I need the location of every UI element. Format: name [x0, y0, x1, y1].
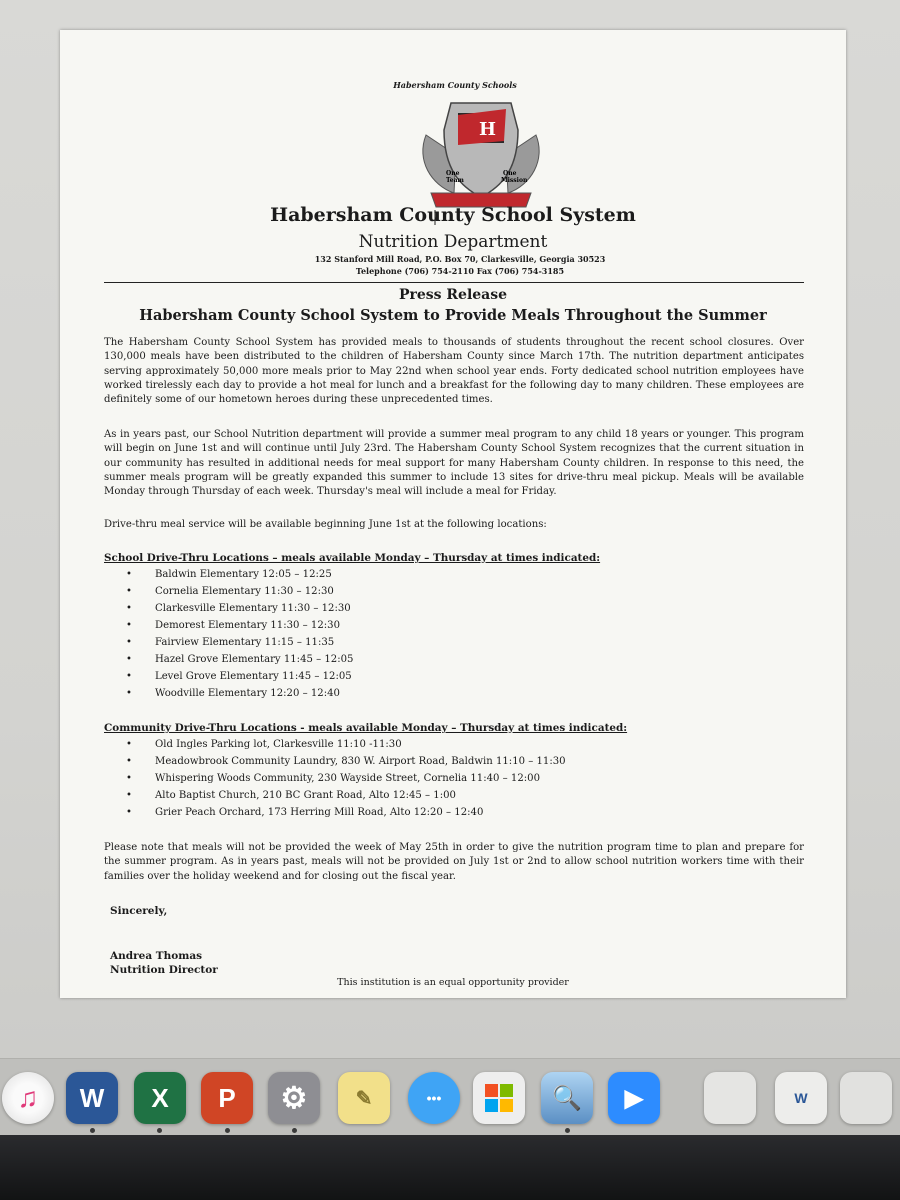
svg-text:One: One: [503, 170, 517, 177]
press-release-headline: Habersham County School System to Provide Meals Throughout the Summer: [139, 307, 767, 324]
signature-title: Nutrition Director: [110, 964, 218, 976]
crest-letter: H: [479, 119, 497, 140]
logo-caption: Habersham County Schools: [393, 80, 517, 90]
stickies-app-icon[interactable]: ✎: [338, 1072, 390, 1124]
list-item: • Alto Baptist Church, 210 BC Grant Road, Alto 12:45 – 1:00: [126, 787, 566, 804]
ppt-letter: P: [218, 1082, 236, 1113]
address-line: 132 Stanford Mill Road, P.O. Box 70, Clarkesville, Georgia 30523: [314, 254, 606, 264]
list-item: • Clarkesville Elementary 11:30 – 12:30: [126, 600, 353, 617]
list-item: • Cornelia Elementary 11:30 – 12:30: [126, 583, 353, 600]
excel-letter: X: [151, 1082, 169, 1113]
running-indicator: [565, 1128, 570, 1133]
running-indicator: [292, 1128, 297, 1133]
document-page: [60, 30, 846, 998]
list-item: • Demorest Elementary 11:30 – 12:30: [126, 617, 353, 634]
closing-salutation: Sincerely,: [110, 905, 168, 917]
list-item: • Fairview Elementary 11:15 – 11:35: [126, 634, 353, 651]
list-item: • Whispering Woods Community, 230 Wayside Street, Cornelia 11:40 – 12:00: [126, 770, 566, 787]
org-title: Habersham County School System: [270, 204, 636, 226]
footer-statement: This institution is an equal opportunity provider: [337, 977, 569, 988]
system-preferences-icon[interactable]: ⚙: [268, 1072, 320, 1124]
list-item: • Baldwin Elementary 12:05 – 12:25: [126, 566, 353, 583]
paragraph-summer-program: As in years past, our School Nutrition department will provide a summer meal program to any child 18 years or younger. This program will begin on June 1st and will continue until July 23rd. The Habersham County School System recognizes that the current situation in our community has resulted in additional needs for meal support for many Habersham County children. In response to this need, the summer meals program will be greatly expanded this summer to include 13 sites for drive-thru meal pickup. Meals will be available Monday through Thursday of each week. Thursday's meal will include a meal for Friday.: [104, 429, 804, 498]
word-app-icon[interactable]: [66, 1072, 118, 1124]
list-item: • Woodville Elementary 12:20 – 12:40: [126, 685, 353, 702]
press-release-label: Press Release: [398, 287, 508, 303]
minimized-window-thumbnail-2[interactable]: [840, 1072, 892, 1124]
powerpoint-app-icon[interactable]: [201, 1072, 253, 1124]
windows-logo-icon: [484, 1083, 514, 1113]
list-item: • Old Ingles Parking lot, Clarkesville 11:10 -11:30: [126, 736, 566, 753]
messages-app-icon[interactable]: [408, 1072, 460, 1124]
svg-text:Mission: Mission: [501, 177, 528, 184]
running-indicator: [225, 1128, 230, 1133]
school-locations-list: [126, 566, 353, 702]
paragraph-closing-notes: Please note that meals will not be provided the week of May 25th in order to give the nutrition program time to plan and prepare for the summer program. As in years past, meals will not be provided on July 1st or 2nd to allow school nutrition workers time with their families over the holiday weekend and for closing out the fiscal year.: [104, 842, 804, 882]
signature-name: Andrea Thomas: [110, 950, 203, 962]
running-indicator: [157, 1128, 162, 1133]
messages-glyph: •••: [426, 1090, 442, 1106]
monitor-bezel: [0, 1135, 900, 1200]
paragraph-locations-intro: Drive-thru meal service will be available beginning June 1st at the following locations:: [104, 519, 547, 530]
music-app-icon[interactable]: ♫: [2, 1072, 54, 1124]
minimized-window-thumbnail[interactable]: [704, 1072, 756, 1124]
phone-line: Telephone (706) 754-2110 Fax (706) 754-3185: [355, 266, 565, 276]
microsoft-store-icon[interactable]: [473, 1072, 525, 1124]
preview-app-icon[interactable]: 🔍: [541, 1072, 593, 1124]
running-indicator: [90, 1128, 95, 1133]
community-locations-list: [126, 736, 566, 821]
school-locations-heading: School Drive-Thru Locations – meals available Monday – Thursday at times indicated:: [104, 552, 601, 564]
zoom-app-icon[interactable]: ▶: [608, 1072, 660, 1124]
word-letter: W: [79, 1082, 105, 1113]
community-locations-heading: Community Drive-Thru Locations - meals available Monday – Thursday at times indicated:: [104, 722, 628, 734]
list-item: • Level Grove Elementary 11:45 – 12:05: [126, 668, 353, 685]
svg-text:One: One: [446, 170, 460, 177]
minimized-word-window[interactable]: W: [775, 1072, 827, 1124]
list-item: • Meadowbrook Community Laundry, 830 W. Airport Road, Baldwin 11:10 – 11:30: [126, 753, 566, 770]
header-divider: [104, 282, 804, 283]
svg-text:Team: Team: [446, 177, 464, 184]
excel-app-icon[interactable]: [134, 1072, 186, 1124]
list-item: • Grier Peach Orchard, 173 Herring Mill Road, Alto 12:20 – 12:40: [126, 804, 566, 821]
list-item: • Hazel Grove Elementary 11:45 – 12:05: [126, 651, 353, 668]
paragraph-intro: The Habersham County School System has provided meals to thousands of students throughout the recent school closures. Over 130,000 meals have been distributed to the children of Habersham County since March 17th. The nutrition department anticipates serving approximately 50,000 more meals prior to May 22nd when school year ends. Forty dedicated school nutrition employees have worked tirelessly each day to provide a hot meal for lunch and a breakfast for the following day to many children. These employees are definitely some of our hometown heroes during these unprecedented times.: [104, 337, 804, 406]
department-title: Nutrition Department: [358, 232, 548, 252]
